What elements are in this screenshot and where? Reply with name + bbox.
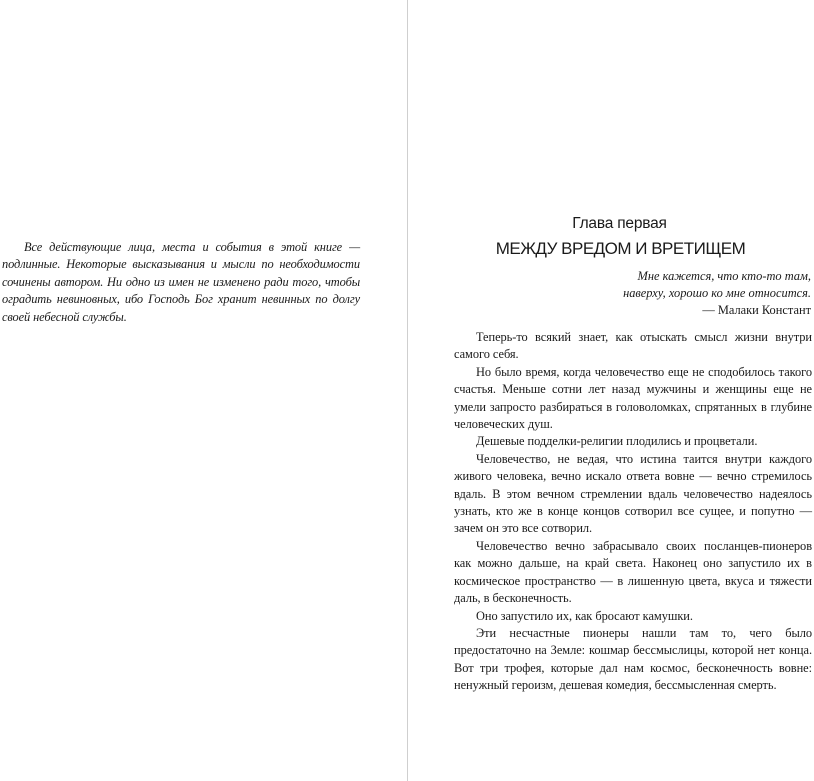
paragraph: Дешевые подделки-религии плодились и процветали. [476,434,758,449]
epigraph [587,268,811,320]
paragraph: Теперь-то всякий знает, как отыскать смысл жизни внутри самого себя. [454,330,812,362]
chapter-body [454,329,812,695]
paragraph: Человечество вечно забрасывало своих посланцев-пионеров как можно дальше, на край света. Наконец оно запустило их в космическое пространство — в лишенную цвета, вкуса и тяжести даль, в бесконечность. [454,538,812,606]
paragraph: Эти несчастные пионеры нашли там то, чего было предостаточно на Земле: кошмар бессмыслицы, которой нет конца. Вот три трофея, которые дал нам космос, бесконечность вовне: ненужный героизм, дешевая комедия, бессмысленная смерть. [454,625,812,693]
paragraph: Но было время, когда человечество еще не сподобилось такого счастья. Меньше сотни лет назад мужчины и женщины еще не умели запросто разбираться в головоломках, спрятанных в глубине человеческих душ. [454,364,812,432]
chapter-number: Глава первая [572,215,667,232]
epigraph-author: — Малаки Констант [702,303,811,318]
epigraph-line-1: Мне кажется, что кто-то там, [637,269,811,283]
right-page [407,0,814,781]
disclaimer-text: Все действующие лица, места и события в этой книге — подлинные. Некоторые высказывания и мысли по необходимости сочинены автором. Ни одно из имен не изменено ради того, чтобы оградить невиновных, ибо Господь Бог хранит невинных по долгу своей небесной службы. [2,240,360,324]
epigraph-line-2: наверху, хорошо ко мне относится. [623,286,811,301]
paragraph: Человечество, не ведая, что истина таится внутри каждого живого человека, вечно искало ответа вовне — вечно стремилось вдаль. В этом вечном стремлении вдаль человечество надеялось узнать, кто же в конце концов сотворил все сущее, и попутно — зачем он это все сотворил. [454,451,812,536]
chapter-title: МЕЖДУ ВРЕДОМ И ВРЕТИЩЕМ [495,239,746,258]
paragraph: Оно запустило их, как бросают камушки. [476,608,693,623]
